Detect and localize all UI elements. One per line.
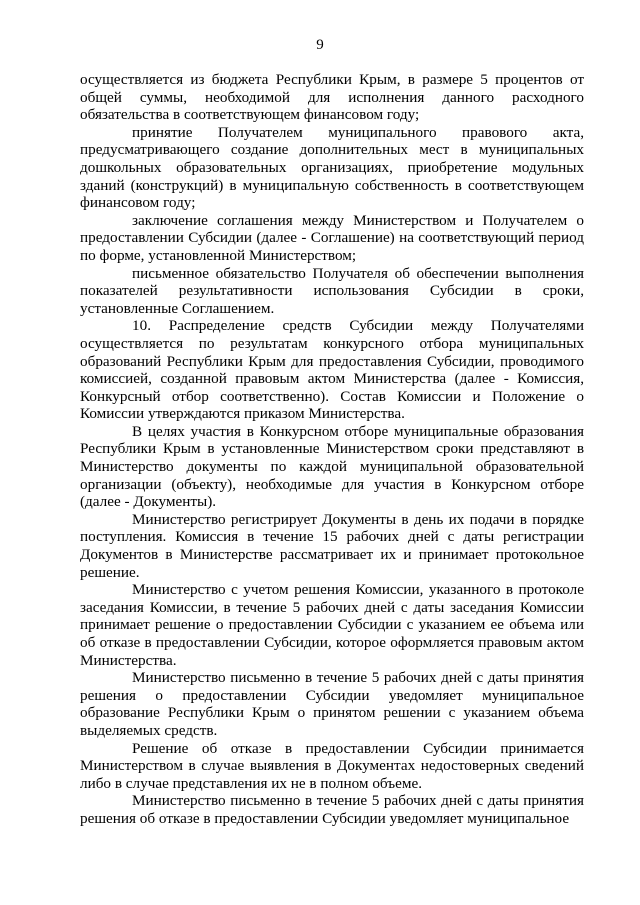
paragraph-document-registration: Министерство регистрирует Документы в день их подачи в порядке поступления. Комиссия в течение 15 рабочих дней с даты регистрации Документов в Министерстве рассматривает их и принимает протокольное решение.: [80, 510, 584, 581]
paragraph-agreement: заключение соглашения между Министерством и Получателем о предоставлении Субсидии (далее - Соглашение) на соответствующий период по форме, установленной Министерством;: [80, 211, 584, 264]
paragraph-refusal-notification: Министерство письменно в течение 5 рабочих дней с даты принятия решения об отказе в предоставлении Субсидии уведомляет муниципальное: [80, 792, 584, 827]
paragraph-refusal-grounds: Решение об отказе в предоставлении Субсидии принимается Министерством в случае выявления в Документах недостоверных сведений либо в случае представления их не в полном объеме.: [80, 739, 584, 792]
paragraph-written-obligation: письменное обязательство Получателя об обеспечении выполнения показателей результативности использования Субсидии в сроки, установленные Соглашением.: [80, 264, 584, 317]
document-body: [80, 71, 584, 828]
paragraph-competition-participation: В целях участия в Конкурсном отборе муниципальные образования Республики Крым в установленные Министерством сроки представляют в Министерство документы по каждой муниципальной образовательной организации (объекту), необходимые для участия в Конкурсном отборе (далее - Документы).: [80, 422, 584, 511]
paragraph-municipal-act: принятие Получателем муниципального правового акта, предусматривающего создание дополнительных мест в муниципальных дошкольных образовательных организациях, приобретение модульных зданий (конструкций) в муниципальную собственность в соответствующем финансовом году;: [80, 123, 584, 212]
page-number: 9: [316, 37, 324, 53]
paragraph-grant-notification: Министерство письменно в течение 5 рабочих дней с даты принятия решения о предоставлении Субсидии уведомляет муниципальное образование Республики Крым о принятом решении с указанием объема выделяемых средств.: [80, 669, 584, 739]
paragraph-funding-continuation: осуществляется из бюджета Республики Крым, в размере 5 процентов от общей суммы, необходимой для исполнения данного расходного обязательства в соответствующем финансовом году;: [80, 71, 584, 124]
paragraph-ministry-decision: Министерство с учетом решения Комиссии, указанного в протоколе заседания Комиссии, в течение 5 рабочих дней с даты заседания Комиссии принимает решение о предоставлении Субсидии с указанием ее объема или об отказе в предоставлении Субсидии, которое оформляется правовым актом Министерства.: [80, 581, 584, 669]
paragraph-item-10-distribution: 10. Распределение средств Субсидии между Получателями осуществляется по результатам конкурсного отбора муниципальных образований Республики Крым для предоставления Субсидии, проводимого комиссией, созданной правовым актом Министерства (далее - Комиссия, Конкурсный отбор соответственно). Состав Комиссии и Положение о Комиссии утверждаются приказом Министерства.: [80, 317, 584, 423]
